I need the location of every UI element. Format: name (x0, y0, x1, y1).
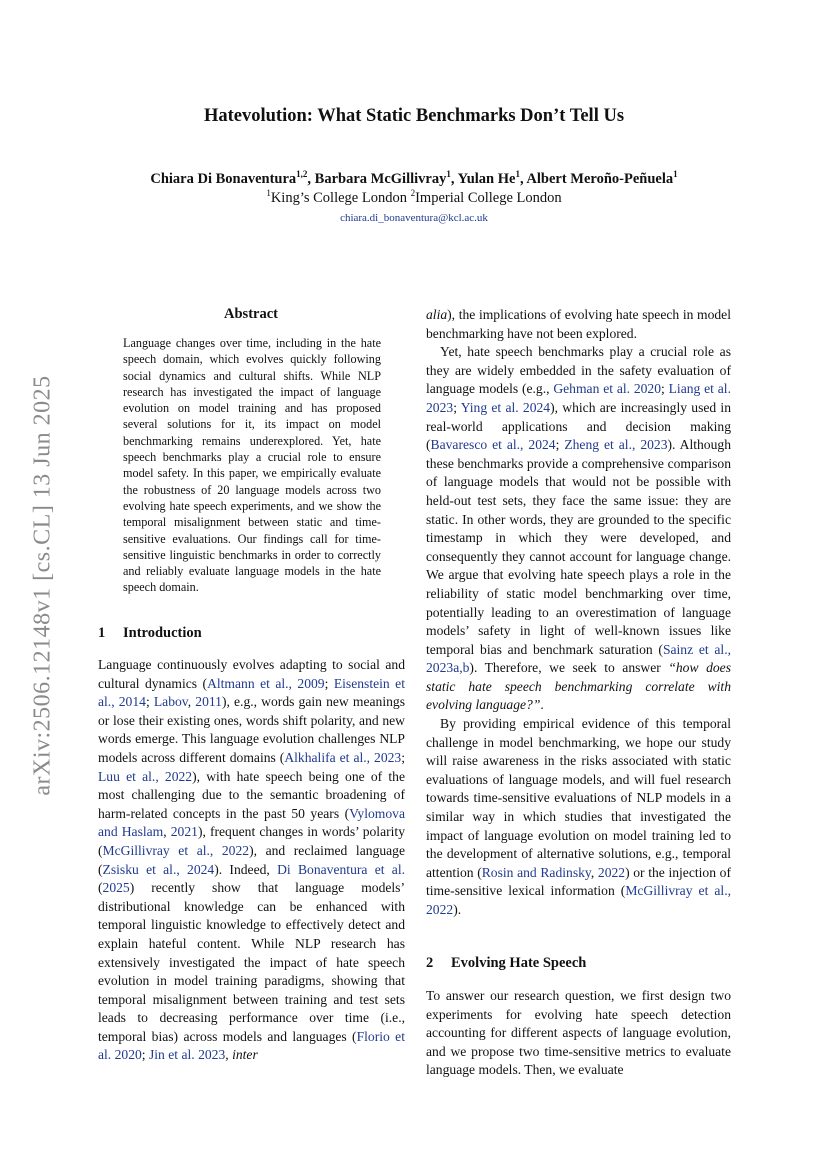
body-text: ), with hate speech being one of the most challenging due to the semantic broadening of harm-related concepts in the past 50 years ( (98, 768, 405, 821)
citation-link[interactable]: 2025 (102, 880, 130, 896)
abstract-text: Language changes over time, including in the hate speech domain, which evolves quickly following social dynamics and cultural shifts. While NLP research has investigated the impact of language evolution on model training and has proposed several solutions for it, its impact on model benchmarking remains underexplored. Yet, hate speech benchmarks play a crucial role to ensure model safety. In this paper, we empirically evaluate the robustness of 20 language models across two evolving hate speech experiments, and we show the temporal misalignment between static and time-sensitive evaluations. Our findings call for time-sensitive linguistic benchmarks in order to correctly and reliably evaluate language models in the hate speech domain. (123, 336, 381, 595)
citation-link[interactable]: 2021 (170, 824, 198, 840)
body-text: Yet, hate speech benchmarks play a crucial role as they are widely embedded in the safety evaluation of language models (e.g., (426, 344, 731, 397)
section-number: 1 (98, 625, 106, 641)
affiliation-marker: 2 (410, 188, 416, 199)
body-text: ). (453, 902, 462, 917)
body-text: ). Therefore, we seek to answer (469, 660, 669, 676)
citation-link[interactable]: Liang et al. 2023 (426, 381, 731, 415)
citation-link[interactable]: McGillivray et al., 2022 (102, 842, 250, 858)
body-text: Language continuously evolves adapting to social and cultural dynamics ( (98, 657, 405, 691)
body-text: ) recently show that language models’ distributional knowledge can be enhanced with temporal linguistic knowledge to effectively detect and explain hateful content. While NLP research has extensively investigated the impact of hate speech evolution in model training paradigms, showing that temporal misalignment between training and test sets leads to decreasing performance over time (i.e., temporal bias) across models and languages ( (98, 880, 405, 1044)
citation-link[interactable]: Jin et al. 2023 (148, 1047, 226, 1063)
section-heading-introduction (98, 625, 202, 642)
arxiv-identifier-stamp (18, 345, 68, 825)
body-text: ; (324, 675, 334, 691)
body-text: ; (145, 694, 154, 710)
citation-link[interactable]: Sainz et al., 2023a,b (426, 641, 731, 676)
italic-text: alia (426, 307, 448, 322)
author-list: Chiara Di Bonaventura$^{1,2}$, Barbara McGillivray$^1$, Yulan He$^1$, Albert Meroño-Peñuela$^1$ (150, 169, 678, 187)
body-text: , (187, 694, 196, 710)
body-text: ; (453, 399, 461, 415)
citation-link[interactable]: Luu et al., 2022 (98, 768, 193, 784)
citation-link[interactable]: 2022 (597, 864, 626, 880)
citation-link[interactable]: Gehman et al. 2020 (553, 381, 662, 397)
body-text: ), which are increasingly used in real-world applications and decision making ( (426, 399, 732, 453)
body-text: ; (141, 1047, 149, 1063)
body-text: . (540, 697, 544, 713)
body-text: ; (401, 749, 405, 765)
author-name: Chiara Di Bonaventura (150, 171, 297, 187)
abstract-heading: Abstract (224, 306, 278, 322)
body-text: ; (661, 381, 669, 397)
affiliation-name: King’s College London (270, 190, 411, 206)
body-text: ), e.g., words gain new meanings or lose their existing ones, words shift polarity, and new words emerge. This language evolution challenges NLP models across different domains ( (98, 694, 405, 765)
citation-link[interactable]: Altmann et al., 2009 (207, 675, 325, 691)
body-text: ), frequent changes in words’ polarity ( (98, 824, 405, 858)
body-text: ), and reclaimed language ( (98, 842, 405, 877)
research-question: “how does static hate speech benchmarking correlate with evolving language?” (426, 660, 731, 713)
author-affiliation-marker: 1 (515, 169, 520, 180)
paper-title: Hatevolution: What Static Benchmarks Don’t Tell Us (203, 106, 625, 126)
body-text: , (590, 864, 598, 880)
body-text: , (225, 1047, 233, 1063)
citation-link[interactable]: Bavaresco et al., 2024 (430, 437, 556, 453)
citation-link[interactable]: Florio et al. 2020 (98, 1028, 405, 1063)
paragraph (426, 306, 731, 343)
body-text: ; (555, 437, 565, 453)
body-text: By providing empirical evidence of this temporal challenge in model benchmarking, we hope our study will raise awareness in the risks associated with static evaluations of language models, and will fuel research towards time-sensitive evaluations of NLP models in a similar way in which studies that investigated the impact of language evolution on model training led to the development of alternative solutions, e.g., temporal attention ( (426, 716, 731, 880)
citation-link[interactable]: Vylomova and Haslam (98, 805, 405, 840)
affiliation-marker: 1 (266, 188, 271, 199)
body-text: ( (98, 880, 103, 896)
paragraph (426, 715, 731, 920)
italic-text: inter (232, 1047, 258, 1063)
author-email-link[interactable]: chiara.di_bonaventura@kcl.ac.uk (340, 212, 488, 224)
author-name: Albert Meroño-Peñuela (526, 171, 674, 187)
author-affiliation-marker: 1,2 (296, 169, 308, 180)
introduction-paragraph (98, 656, 405, 1065)
body-text: ) or the injection of time-sensitive lexical information ( (426, 864, 731, 899)
body-text: ), the implications of evolving hate speech in model benchmarking have not been explored. (426, 307, 731, 341)
citation-link[interactable]: Alkhalifa et al., 2023 (284, 749, 402, 765)
section-number: 2 (426, 955, 434, 971)
citation-link[interactable]: 2011 (195, 694, 222, 710)
citation-link[interactable]: Zsisku et al., 2024 (102, 861, 215, 877)
author-name: Barbara McGillivray (314, 171, 447, 187)
author-affiliation-marker: 1 (673, 169, 678, 180)
citation-link[interactable]: Di Bonaventura et al. (277, 861, 406, 877)
body-text: ). Although these benchmarks provide a comprehensive comparison of language models that would not be possible with held-out test sets, they face the same issue: they are static. In other words, they are grounded to the specific timestamp in which they were developed, and consequently they cannot account for language change. We argue that evolving hate speech plays a role in the reliability of static model benchmarking over time, potentially leading to an overestimation of language models’ safety in light of well-known issues like temporal bias and benchmark saturation ( (426, 437, 731, 657)
author-affiliation-marker: 1 (446, 169, 451, 180)
arxiv-identifier-text: arXiv:2506.12148v1 [cs.CL] 13 Jun 2025 (29, 374, 56, 796)
body-text: , (163, 824, 171, 840)
citation-link[interactable]: Rosin and Radinsky (481, 864, 591, 880)
section-title: Evolving Hate Speech (451, 955, 587, 971)
author-name: Yulan He (457, 171, 516, 187)
affiliations (0, 190, 828, 207)
section-heading-evolving-hate-speech (426, 955, 586, 972)
section-title: Introduction (123, 625, 202, 641)
citation-link[interactable]: Ying et al. 2024 (460, 399, 551, 415)
body-text: ). Indeed, (214, 861, 278, 877)
citation-link[interactable]: Zheng et al., 2023 (564, 437, 668, 453)
citation-link[interactable]: McGillivray et al., 2022 (426, 883, 732, 917)
citation-link[interactable]: Labov (153, 694, 188, 710)
citation-link[interactable]: Eisenstein et al., 2014 (98, 675, 405, 710)
section2-paragraph: To answer our research question, we first design two experiments for evolving hate speech detection accounting for different aspects of language evolution, and we propose two time-sensitive metrics to evaluate language models. Then, we evaluate (426, 988, 731, 1078)
affiliation-name: Imperial College London (415, 190, 562, 206)
right-column-text (426, 306, 731, 920)
paragraph (426, 343, 731, 715)
